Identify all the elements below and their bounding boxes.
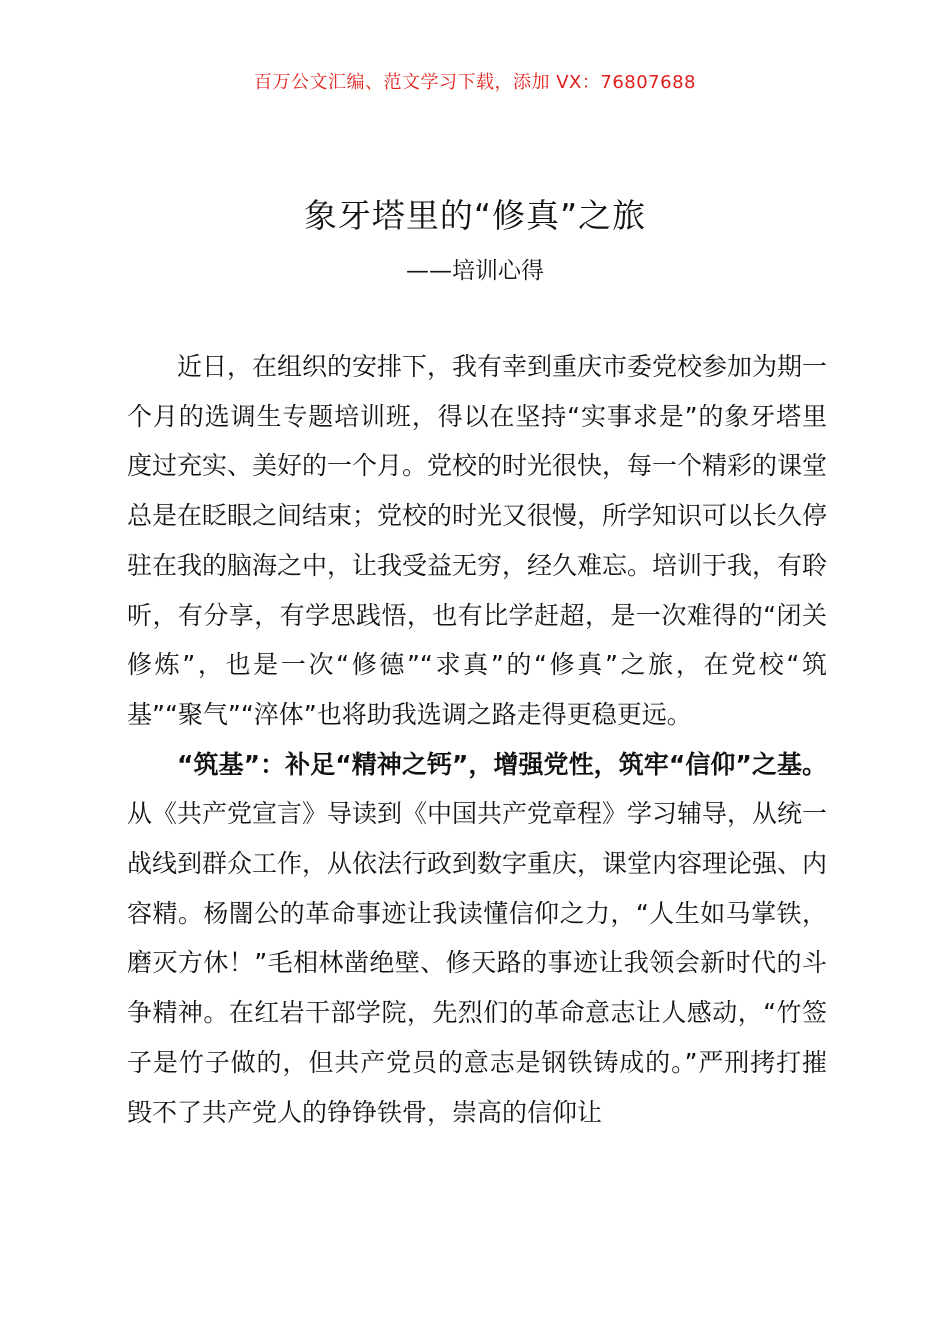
paragraph-foundation xyxy=(127,740,827,1138)
header-notice: 百万公文汇编、范文学习下载，添加 VX：76807688 xyxy=(254,72,696,93)
paragraph-intro xyxy=(127,342,827,740)
paragraph-foundation-text: 从《共产党宣言》导读到《中国共产党章程》学习辅导，从统一战线到群众工作，从依法行政到数字重庆，课堂内容理论强、内容精。杨闇公的革命事迹让我读懂信仰之力，“人生如马掌铁，磨灭方休！”毛相林凿绝壁、修天路的事迹让我领会新时代的斗争精神。在红岩干部学院，先烈们的革命意志让人感动，“竹签子是竹子做的，但共产党员的意志是钢铁铸成的。”严刑拷打摧毁不了共产党人的铮铮铁骨，崇高的信仰让 xyxy=(127,799,828,1127)
paragraph-foundation-lead: “筑基”：补足“精神之钙”，增强党性，筑牢“信仰”之基。 xyxy=(177,749,827,779)
document-title: 象牙塔里的“修真”之旅 xyxy=(303,196,647,235)
paragraph-intro-text: 近日，在组织的安排下，我有幸到重庆市委党校参加为期一个月的选调生专题培训班，得以在坚持“实事求是”的象牙塔里度过充实、美好的一个月。党校的时光很快，每一个精彩的课堂总是在眨眼之间结束；党校的时光又很慢，所学知识可以长久停驻在我的脑海之中，让我受益无穷，经久难忘。培训于我，有聆听，有分享，有学思践悟，也有比学赶超，是一次难得的“闭关修炼”，也是一次“修德”“求真”的“修真”之旅，在党校“筑基”“聚气”“淬体”也将助我选调之路走得更稳更远。 xyxy=(127,352,828,729)
document-body xyxy=(127,342,827,1137)
document-subtitle: ——培训心得 xyxy=(406,258,544,284)
